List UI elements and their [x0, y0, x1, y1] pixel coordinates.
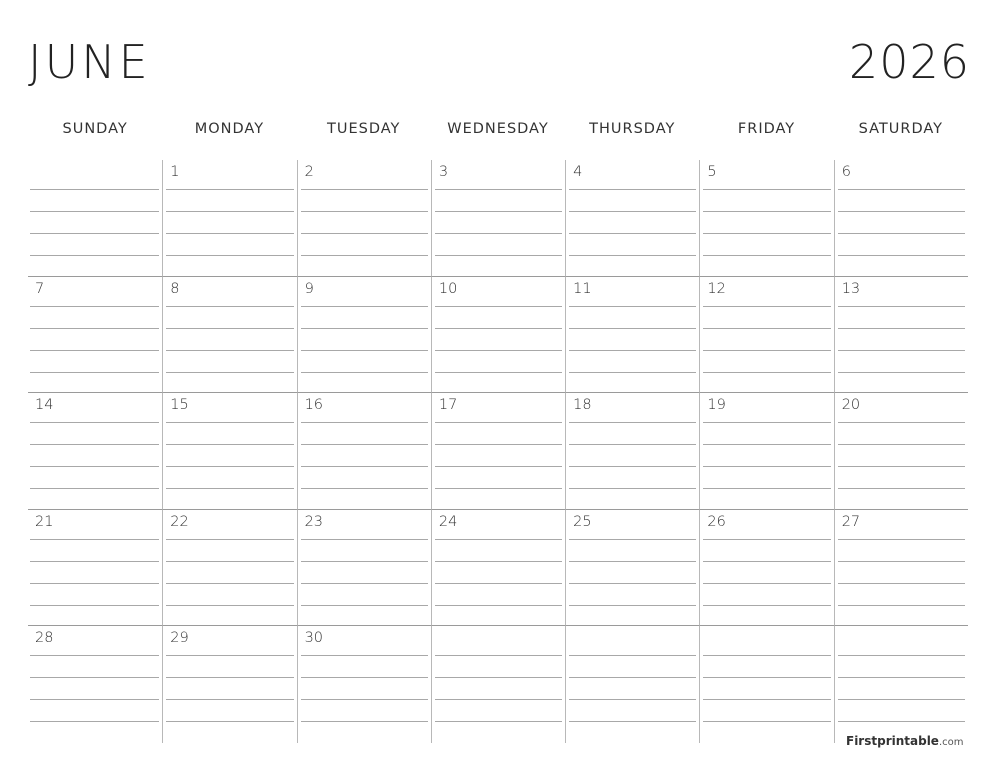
- writing-line: [30, 721, 159, 722]
- writing-line: [838, 328, 965, 329]
- writing-line: [569, 233, 696, 234]
- writing-line: [838, 699, 965, 700]
- writing-line: [703, 444, 830, 445]
- day-number: 15: [170, 397, 189, 414]
- writing-line: [703, 255, 830, 256]
- writing-line: [838, 655, 965, 656]
- day-cell[interactable]: [162, 510, 296, 627]
- writing-line: [569, 255, 696, 256]
- day-cell[interactable]: [28, 510, 162, 627]
- writing-line: [30, 233, 159, 234]
- writing-line: [301, 488, 428, 489]
- writing-line: [166, 444, 293, 445]
- writing-line: [301, 677, 428, 678]
- weekday-thursday: THURSDAY: [589, 121, 676, 137]
- writing-line: [435, 255, 562, 256]
- writing-line: [838, 583, 965, 584]
- writing-line: [569, 211, 696, 212]
- writing-line: [30, 699, 159, 700]
- day-number: 21: [35, 513, 54, 530]
- writing-line: [838, 422, 965, 423]
- writing-line: [838, 350, 965, 351]
- writing-line: [166, 350, 293, 351]
- day-cell[interactable]: [162, 626, 296, 743]
- writing-line: [569, 583, 696, 584]
- day-cell[interactable]: [565, 160, 699, 277]
- writing-line: [166, 677, 293, 678]
- writing-line: [703, 306, 830, 307]
- writing-line: [703, 233, 830, 234]
- day-cell[interactable]: [431, 510, 565, 627]
- writing-line: [166, 306, 293, 307]
- writing-line: [166, 422, 293, 423]
- writing-line: [301, 211, 428, 212]
- day-cell[interactable]: [28, 277, 162, 394]
- day-number: 7: [35, 280, 45, 297]
- day-cell[interactable]: [699, 393, 833, 510]
- day-number: 12: [707, 280, 726, 297]
- writing-line: [838, 233, 965, 234]
- day-cell[interactable]: [834, 510, 968, 627]
- writing-line: [838, 466, 965, 467]
- writing-line: [30, 350, 159, 351]
- day-number: 26: [707, 513, 726, 530]
- writing-line: [703, 422, 830, 423]
- writing-line: [569, 488, 696, 489]
- writing-line: [569, 561, 696, 562]
- writing-line: [703, 328, 830, 329]
- day-number: 18: [573, 397, 592, 414]
- writing-line: [166, 328, 293, 329]
- day-cell[interactable]: [699, 626, 833, 743]
- writing-line: [569, 655, 696, 656]
- year-title: 2026: [848, 35, 970, 89]
- day-cell[interactable]: [431, 160, 565, 277]
- writing-line: [838, 561, 965, 562]
- day-cell[interactable]: [162, 160, 296, 277]
- writing-line: [569, 539, 696, 540]
- writing-line: [435, 444, 562, 445]
- writing-line: [838, 372, 965, 373]
- writing-line: [838, 721, 965, 722]
- day-cell[interactable]: [28, 160, 162, 277]
- writing-line: [301, 539, 428, 540]
- day-cell[interactable]: [565, 393, 699, 510]
- writing-line: [301, 422, 428, 423]
- day-number: 20: [841, 397, 861, 414]
- day-number: 14: [35, 397, 54, 414]
- writing-line: [703, 677, 830, 678]
- day-number: 28: [35, 630, 54, 647]
- writing-line: [569, 721, 696, 722]
- writing-line: [30, 189, 159, 190]
- writing-line: [301, 561, 428, 562]
- day-cell[interactable]: [431, 277, 565, 394]
- writing-line: [166, 721, 293, 722]
- day-cell[interactable]: [565, 510, 699, 627]
- writing-line: [435, 488, 562, 489]
- writing-line: [30, 328, 159, 329]
- day-number: 10: [438, 280, 458, 297]
- writing-line: [435, 721, 562, 722]
- writing-line: [30, 488, 159, 489]
- writing-line: [703, 583, 830, 584]
- writing-line: [569, 444, 696, 445]
- writing-line: [569, 189, 696, 190]
- writing-line: [30, 539, 159, 540]
- day-cell[interactable]: [28, 626, 162, 743]
- day-number: 3: [438, 164, 449, 180]
- writing-line: [569, 422, 696, 423]
- writing-line: [838, 189, 965, 190]
- day-cell[interactable]: [834, 626, 968, 743]
- writing-line: [301, 605, 428, 606]
- day-number: 29: [170, 630, 189, 647]
- day-cell[interactable]: [834, 160, 968, 277]
- writing-line: [30, 655, 159, 656]
- day-cell[interactable]: [699, 277, 833, 394]
- writing-line: [166, 233, 293, 234]
- day-number: 16: [304, 397, 324, 414]
- writing-line: [166, 699, 293, 700]
- writing-line: [166, 211, 293, 212]
- weekday-saturday: SATURDAY: [858, 121, 944, 137]
- writing-line: [569, 466, 696, 467]
- writing-line: [435, 233, 562, 234]
- day-cell[interactable]: [699, 160, 833, 277]
- writing-line: [435, 466, 562, 467]
- writing-line: [703, 605, 830, 606]
- writing-line: [166, 189, 293, 190]
- day-number: 13: [841, 280, 861, 297]
- brand-name: Firstprintable: [846, 734, 939, 748]
- writing-line: [703, 189, 830, 190]
- writing-line: [569, 372, 696, 373]
- writing-line: [30, 211, 159, 212]
- day-cell[interactable]: [162, 393, 296, 510]
- writing-line: [301, 328, 428, 329]
- writing-line: [166, 466, 293, 467]
- day-cell[interactable]: [28, 393, 162, 510]
- day-number: 4: [573, 164, 583, 180]
- writing-line: [30, 677, 159, 678]
- writing-line: [703, 539, 830, 540]
- writing-line: [30, 422, 159, 423]
- writing-line: [301, 655, 428, 656]
- writing-line: [301, 466, 428, 467]
- day-number: 24: [438, 513, 458, 530]
- writing-line: [703, 699, 830, 700]
- day-cell[interactable]: [834, 393, 968, 510]
- weekday-monday: MONDAY: [194, 121, 265, 137]
- writing-line: [703, 211, 830, 212]
- weekday-header-row: [28, 118, 968, 140]
- writing-line: [301, 444, 428, 445]
- writing-line: [703, 721, 830, 722]
- writing-line: [435, 699, 562, 700]
- writing-line: [435, 306, 562, 307]
- day-number: 30: [304, 630, 324, 647]
- writing-line: [435, 350, 562, 351]
- day-number: 11: [573, 280, 592, 297]
- day-number: 27: [841, 513, 861, 530]
- writing-line: [838, 306, 965, 307]
- day-cell[interactable]: [297, 160, 431, 277]
- weekday-tuesday: TUESDAY: [327, 121, 401, 137]
- writing-line: [301, 306, 428, 307]
- writing-line: [166, 255, 293, 256]
- writing-line: [301, 233, 428, 234]
- day-number: 1: [170, 164, 180, 180]
- writing-line: [30, 605, 159, 606]
- writing-line: [703, 561, 830, 562]
- writing-line: [435, 372, 562, 373]
- day-number: 2: [304, 164, 314, 180]
- writing-line: [30, 561, 159, 562]
- writing-line: [435, 583, 562, 584]
- writing-line: [435, 677, 562, 678]
- brand-tld: .com: [938, 737, 964, 748]
- weekday-sunday: SUNDAY: [62, 121, 128, 137]
- writing-line: [569, 328, 696, 329]
- writing-line: [703, 488, 830, 489]
- weekday-friday: FRIDAY: [737, 121, 796, 137]
- writing-line: [301, 372, 428, 373]
- day-cell[interactable]: [431, 626, 565, 743]
- writing-line: [30, 372, 159, 373]
- day-cell[interactable]: [565, 626, 699, 743]
- writing-line: [703, 655, 830, 656]
- weekday-wednesday: WEDNESDAY: [447, 121, 549, 137]
- writing-line: [166, 655, 293, 656]
- writing-line: [166, 561, 293, 562]
- writing-line: [30, 306, 159, 307]
- writing-line: [30, 444, 159, 445]
- writing-line: [435, 328, 562, 329]
- calendar-grid: [28, 160, 968, 743]
- writing-line: [166, 605, 293, 606]
- writing-line: [166, 539, 293, 540]
- writing-line: [166, 372, 293, 373]
- day-number: 8: [170, 280, 180, 297]
- writing-line: [838, 605, 965, 606]
- writing-line: [301, 583, 428, 584]
- writing-line: [301, 699, 428, 700]
- writing-line: [435, 655, 562, 656]
- day-number: 23: [304, 513, 324, 530]
- writing-line: [435, 422, 562, 423]
- brand-logo: [846, 733, 964, 751]
- day-number: 22: [170, 513, 189, 530]
- day-cell[interactable]: [297, 626, 431, 743]
- writing-line: [435, 189, 562, 190]
- writing-line: [838, 255, 965, 256]
- day-cell[interactable]: [431, 393, 565, 510]
- day-number: 9: [304, 280, 314, 297]
- writing-line: [838, 444, 965, 445]
- day-cell[interactable]: [297, 393, 431, 510]
- writing-line: [30, 255, 159, 256]
- writing-line: [703, 466, 830, 467]
- day-number: 25: [573, 513, 592, 530]
- writing-line: [435, 561, 562, 562]
- writing-line: [569, 699, 696, 700]
- writing-line: [838, 539, 965, 540]
- day-cell[interactable]: [699, 510, 833, 627]
- writing-line: [30, 466, 159, 467]
- writing-line: [30, 583, 159, 584]
- writing-line: [166, 583, 293, 584]
- writing-line: [435, 211, 562, 212]
- day-number: 5: [707, 164, 717, 180]
- writing-line: [301, 350, 428, 351]
- writing-line: [301, 189, 428, 190]
- day-cell[interactable]: [565, 277, 699, 394]
- day-cell[interactable]: [834, 277, 968, 394]
- month-title: JUNE: [28, 35, 151, 89]
- writing-line: [838, 677, 965, 678]
- day-number: 19: [707, 397, 726, 414]
- day-cell[interactable]: [297, 510, 431, 627]
- writing-line: [301, 721, 428, 722]
- writing-line: [569, 605, 696, 606]
- writing-line: [166, 488, 293, 489]
- writing-line: [703, 372, 830, 373]
- day-cell[interactable]: [162, 277, 296, 394]
- writing-line: [569, 306, 696, 307]
- writing-line: [569, 350, 696, 351]
- writing-line: [838, 488, 965, 489]
- writing-line: [569, 677, 696, 678]
- day-cell[interactable]: [297, 277, 431, 394]
- writing-line: [703, 350, 830, 351]
- writing-line: [435, 605, 562, 606]
- writing-line: [301, 255, 428, 256]
- day-number: 6: [841, 164, 851, 180]
- day-number: 17: [438, 397, 458, 414]
- writing-line: [838, 211, 965, 212]
- writing-line: [435, 539, 562, 540]
